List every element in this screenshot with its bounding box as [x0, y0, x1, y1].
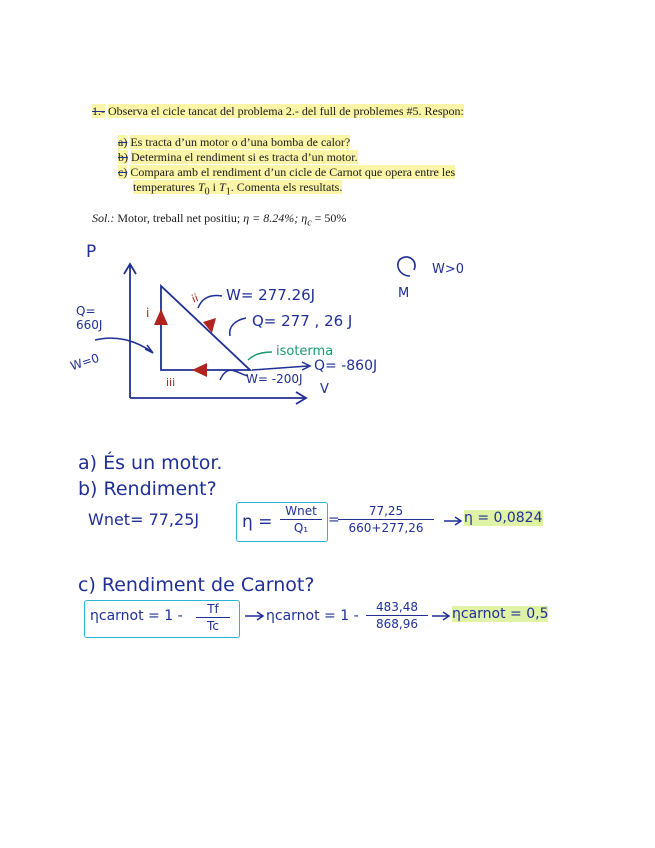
q-label-top: Q= — [76, 304, 96, 318]
solution-eta-c-val: = 50% — [311, 211, 347, 225]
solution-label: Sol.: — [92, 211, 115, 225]
callout-w0-head — [145, 345, 153, 353]
legend-motor: M — [398, 286, 410, 301]
frac1-num: Wnet — [285, 504, 317, 518]
item-c-end: . Comenta els resultats. — [230, 180, 343, 194]
w0-label: W=0 — [68, 350, 102, 374]
frac-values-b — [338, 504, 434, 535]
callout-w — [198, 296, 222, 309]
item-a-text: Es tracta d’un motor o d’una bomba de calor? — [130, 135, 351, 149]
callout-q — [230, 318, 246, 336]
p-label: P — [86, 242, 97, 262]
result-c: ηcarnot = 0,5 — [452, 606, 549, 622]
result-b: η = 0,0824 — [464, 510, 543, 526]
w-bottom-label: W= -200J — [246, 372, 303, 386]
q-label-bottom: 660J — [76, 318, 103, 332]
q-out-label: Q= -860J — [314, 358, 378, 374]
item-c-letter: c) — [118, 165, 128, 179]
item-c-text-line2: temperatures — [133, 180, 198, 194]
t1-sub: 1 — [225, 186, 231, 198]
frac2-num: 77,25 — [368, 504, 404, 518]
eta-symbol: η = — [242, 512, 273, 532]
label-i: i — [146, 306, 150, 320]
label-ii: ii — [189, 291, 201, 306]
frac-tf-tc — [196, 602, 230, 633]
item-b-text: Determina el rendiment si es tracta d’un motor. — [131, 150, 358, 164]
frac4-num: 483,48 — [376, 600, 418, 614]
solution-eta-c: η — [301, 211, 308, 225]
item-b-letter: b) — [118, 150, 128, 164]
callout-qout — [252, 366, 308, 370]
callout-wb — [220, 370, 248, 380]
frac2-den: 660+277,26 — [348, 521, 424, 535]
solution-eta: η = 8.24%; — [243, 211, 302, 225]
t0-sub: 0 — [204, 186, 210, 198]
problem-number: 1.- — [92, 104, 105, 118]
callout-w0 — [95, 338, 152, 352]
equals-sign: = — [328, 512, 340, 528]
callout-isoterma — [248, 352, 272, 360]
frac4-den: 868,96 — [376, 617, 418, 631]
item-c-text-line1: Compara amb el rendiment d’un cicle de Carnot que opera entre les — [130, 165, 456, 179]
arrow-i — [154, 309, 168, 325]
label-iii: iii — [166, 376, 176, 389]
frac-wnet-q1 — [280, 504, 322, 535]
frac-temperatures — [366, 600, 428, 631]
t0-symbol: T — [197, 180, 205, 194]
v-label: V — [320, 382, 329, 397]
arrow-iii — [192, 363, 207, 377]
problem-text: Observa el cicle tancat del problema 2.- del full de problemes #5. Respon: — [108, 104, 464, 118]
isoterma-label: isoterma — [276, 344, 334, 359]
solution-eta-c-sub: c — [307, 217, 312, 229]
frac3-num: Tf — [207, 602, 219, 616]
w-diag: W= 277.26J — [226, 286, 316, 304]
answer-c-title: c) Rendiment de Carnot? — [78, 574, 315, 596]
answer-a: a) És un motor. — [78, 452, 223, 474]
answer-b-title: b) Rendiment? — [78, 478, 217, 500]
frac3-den: Tc — [207, 619, 219, 633]
carnot-lhs: ηcarnot = 1 - — [90, 608, 183, 624]
t1-symbol: T — [219, 180, 226, 194]
solution-text: Motor, treball net positiu; — [114, 211, 244, 225]
q-diag: Q= 277 , 26 J — [252, 312, 353, 330]
legend-cycle-icon — [398, 257, 415, 276]
item-a-letter: a) — [118, 135, 128, 149]
item-c-and: i — [209, 180, 219, 194]
frac1-den: Q₁ — [293, 521, 309, 535]
wnet-value: Wnet= 77,25J — [88, 510, 200, 529]
carnot-mid: ηcarnot = 1 - — [266, 608, 359, 624]
legend-w-positive: W>0 — [432, 262, 465, 277]
